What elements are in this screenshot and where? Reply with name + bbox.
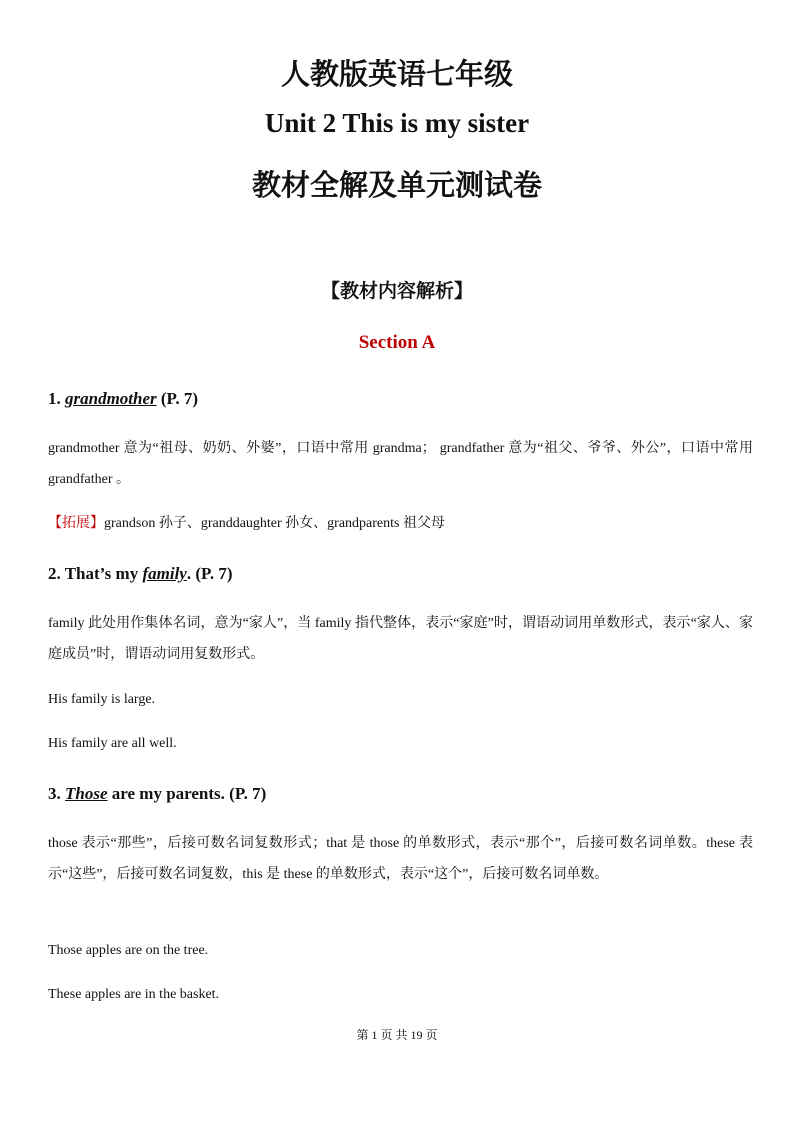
item-3-keyword: Those <box>65 784 108 803</box>
item-3-example-2: These apples are in the basket. <box>48 987 220 1002</box>
page-footer: 第 1 页 共 19 页 <box>356 1028 438 1042</box>
section-name: Section A <box>358 332 436 353</box>
item-2-title <box>48 564 233 584</box>
item-2-num: 2. That’s my <box>48 564 143 583</box>
extension-tag: 【拓展】 <box>48 516 104 531</box>
item-1-keyword: grandmother <box>65 389 157 408</box>
title-line-1: 人教版英语七年级 <box>280 59 513 91</box>
item-3-title <box>48 784 266 804</box>
item-3-after: are my parents. (P. 7) <box>107 784 267 803</box>
title-line-3: 教材全解及单元测试卷 <box>251 170 542 202</box>
title-line-2: Unit 2 This is my sister <box>264 108 530 138</box>
item-2-paragraph: family 此处用作集体名词，意为“家人”，当 family 指代整体，表示“家庭”时，谓语动词用单数形式，表示“家人、家庭成员”时，谓语动词用复数形式。 <box>48 616 753 662</box>
item-3-paragraph: those 表示“那些”，后接可数名词复数形式；that 是 those 的单数形式，表示“那个”，后接可数名词单数。these 表示“这些”，后接可数名词复数，this 是 these 的单数形式，表示“这个”，后接可数名词单数。 <box>48 836 753 882</box>
item-1-extension <box>48 514 445 534</box>
section-heading: 【教材内容解析】 <box>320 281 473 302</box>
item-1-title <box>48 389 198 409</box>
item-2-keyword: family <box>142 564 187 583</box>
item-3-num: 3. <box>48 784 65 803</box>
item-1-after: (P. 7) <box>156 389 199 408</box>
item-1-paragraph: grandmother 意为“祖母、奶奶、外婆”，口语中常用 grandma； grandfather 意为“祖父、爷爷、外公”，口语中常用 grandfather 。 <box>48 441 753 487</box>
item-3-example-1: Those apples are on the tree. <box>48 943 209 958</box>
item-2-example-2: His family are all well. <box>48 736 177 751</box>
item-1-num: 1. <box>48 389 65 408</box>
item-2-after: . (P. 7) <box>186 564 233 583</box>
extension-text: grandson 孙子、granddaughter 孙女、grandparents 祖父母 <box>104 516 445 531</box>
item-2-example-1: His family is large. <box>48 692 156 707</box>
